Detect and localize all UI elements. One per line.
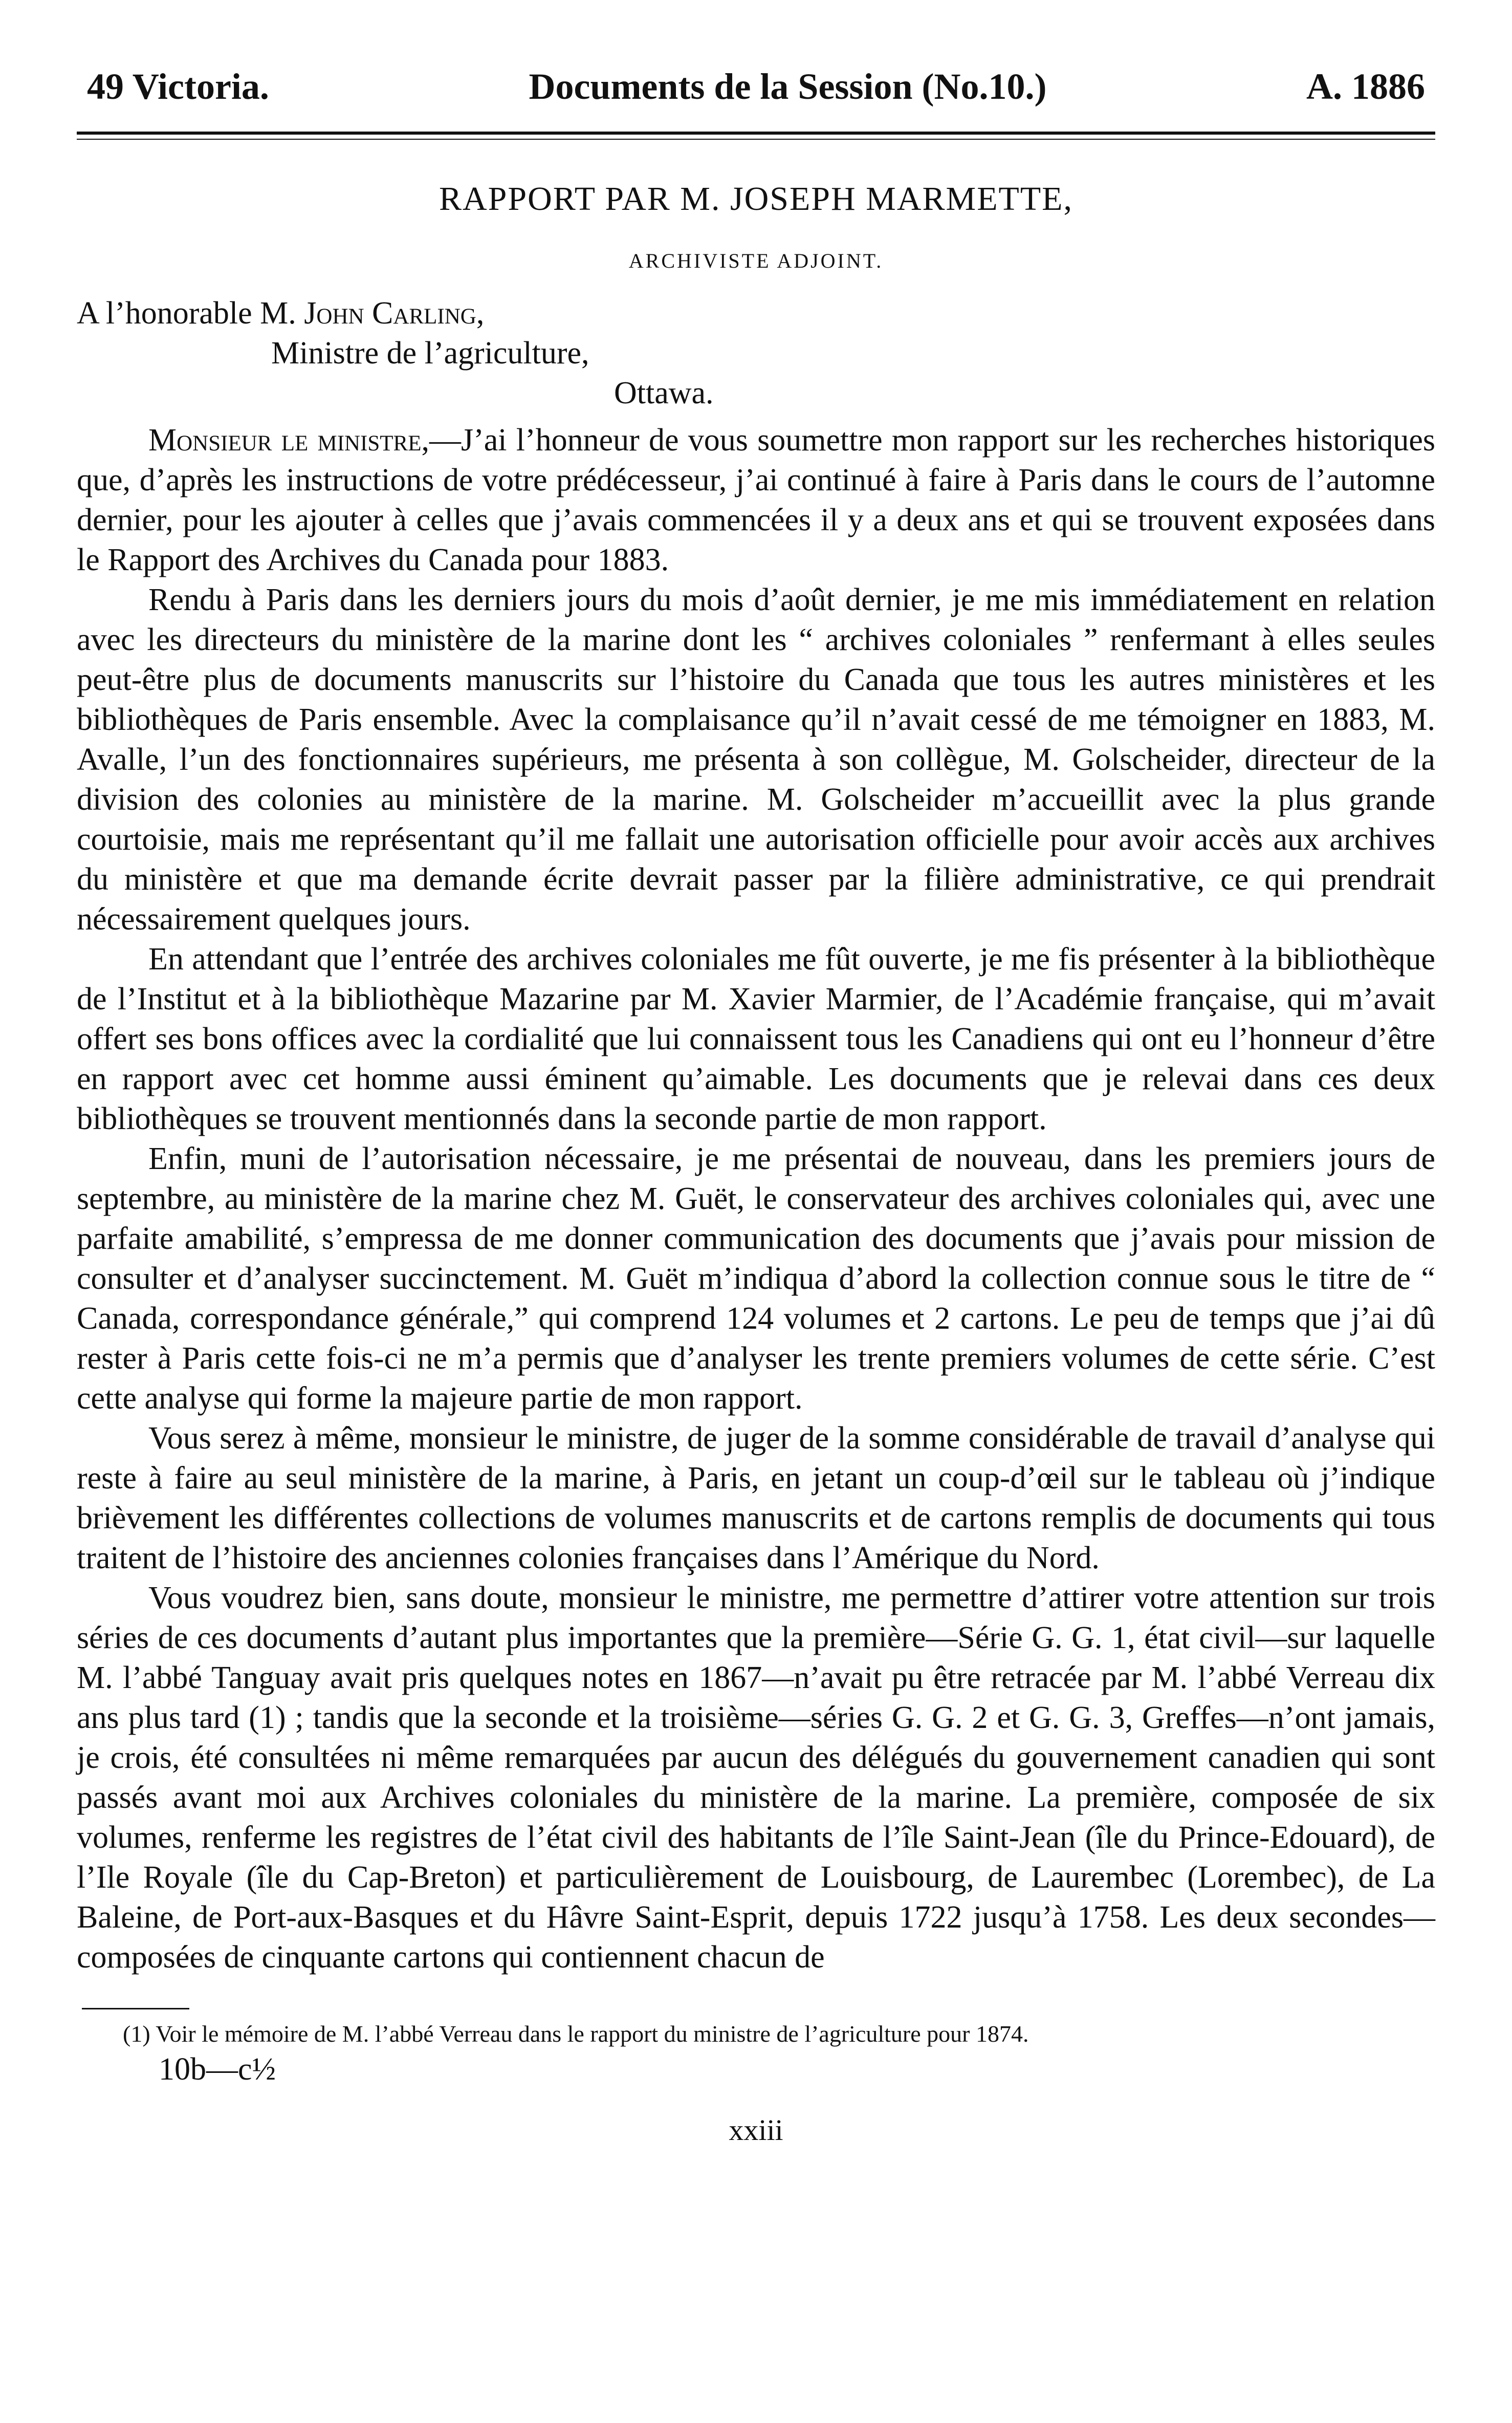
- running-header: [77, 67, 1435, 107]
- footnote: (1) Voir le mémoire de M. l’abbé Verreau dans le rapport du ministre de l’agriculture pour 1874.: [123, 2020, 1029, 2047]
- page-number: xxiii: [729, 2113, 783, 2147]
- paragraph-3: En attendant que l’entrée des archives coloniales me fût ouverte, je me fis présenter à la bibliothèque de l’Institut et à la bibliothèque Mazarine par M. Xavier Marmier, de l’Académie française, qui m’avait offert ses bons offices avec la cordialité que lui connaissent tous les Canadiens qui ont eu l’honneur d’être en rapport avec cet homme aussi éminent qu’aimable. Les documents que je relevai dans ces deux bibliothèques se trouvent mentionnés dans la seconde partie de mon rapport.: [77, 941, 1435, 1136]
- paragraph-6: Vous voudrez bien, sans doute, monsieur le ministre, me permettre d’attirer votre attention sur trois séries de ces documents d’autant plus importantes que la première—Série G. G. 1, état civil—sur laquelle M. l’abbé Tanguay avait pris quelques notes en 1867—n’avait pu être retracée par M. l’abbé Verreau dix ans plus tard (1) ; tandis que la seconde et la troisième—séries G. G. 2 et G. G. 3, Greffes—n’ont jamais, je crois, été consultées ni même remarquées par aucun des délégués du gouvernement canadien qui sont passés avant moi aux Archives coloniales du ministère de la marine. La première, composée de six volumes, renferme les registres de l’état civil des habitants de l’île Saint-Jean (île du Prince-Edouard), de l’Ile Royale (île du Cap-Breton) et particulièrement de Louisbourg, de Laurembec (Lorembec), de La Baleine, de Port-aux-Basques et du Hâvre Saint-Esprit, depuis 1722 jusqu’à 1758. Les deux secondes—composées de cinquante cartons qui contiennent chacun de: [77, 1580, 1435, 1975]
- paragraph-4: Enfin, muni de l’autorisation nécessaire, je me présentai de nouveau, dans les premiers jours de septembre, au ministère de la marine chez M. Guët, le conservateur des archives coloniales qui, avec une parfaite amabilité, s’empressa de me donner communication des documents que j’avais pour mission de consulter et d’analyser succinctement. M. Guët m’indiqua d’abord la collection connue sous le titre de “ Canada, correspondance générale,” qui comprend 124 volumes et 2 cartons. Le peu de temps que j’ai dû rester à Paris cette fois-ci ne m’a permis que d’analyser les trente premiers volumes de cette série. C’est cette analyse qui forme la majeure partie de mon rapport.: [77, 1141, 1435, 1416]
- header-rule-thick: [77, 132, 1435, 135]
- report-title: RAPPORT PAR M. JOSEPH MARMETTE,: [439, 180, 1073, 218]
- addressee-line-3: Ottawa.: [614, 375, 714, 410]
- paragraph-2: Rendu à Paris dans les derniers jours du mois d’août dernier, je me mis immédiatement en relation avec les directeurs du ministère de la marine dont les “ archives coloniales ” renfermant à elles seules peut-être plus de documents manuscrits sur l’histoire du Canada que tous les autres ministères et les bibliothèques de Paris ensemble. Avec la complaisance qu’il n’avait cessé de me témoigner en 1883, M. Avalle, l’un des fonctionnaires supérieurs, me présenta à son collègue, M. Golscheider, directeur de la division des colonies au ministère de la marine. M. Golscheider m’accueillit avec la plus grande courtoisie, mais me représentant qu’il me fallait une autorisation officielle pour avoir accès aux archives du ministère et que ma demande écrite devrait passer par la filière administrative, ce qui prendrait nécessairement quelques jours.: [77, 582, 1435, 937]
- report-subtitle: ARCHIVISTE ADJOINT.: [628, 249, 884, 272]
- addressee-prefix: A l’honorable M.: [77, 295, 304, 331]
- paragraph-1: [77, 420, 1435, 580]
- paragraph-5: Vous serez à même, monsieur le ministre, de juger de la somme considérable de travail d’analyse qui reste à faire au seul ministère de la marine, à Paris, en jetant un coup-d’œil sur le tableau où j’indique brièvement les différentes collections de volumes manuscrits et de cartons remplis de documents qui tous traitent de l’histoire des anciennes colonies françaises dans l’Amérique du Nord.: [77, 1420, 1435, 1575]
- addressee-line-2: Ministre de l’agriculture,: [271, 335, 589, 371]
- header-right: A. 1886: [1306, 66, 1425, 107]
- header-center: Documents de la Session (No.10.): [529, 66, 1047, 107]
- footnote-rule: [82, 2008, 189, 2009]
- addressee-name: John Carling,: [304, 295, 485, 331]
- addressee-line-1: [77, 293, 1435, 333]
- salutation: Monsieur le ministre,: [148, 422, 430, 458]
- addressee-block: [77, 293, 1435, 413]
- body-text: [77, 420, 1435, 1977]
- header-left: 49 Victoria.: [87, 66, 269, 107]
- header-rule-thin: [77, 139, 1435, 140]
- paragraph-1-text: —J’ai l’honneur de vous soumettre mon rapport sur les recherches historiques que, d’après les instructions de votre prédécesseur, j’ai continué à faire à Paris dans le cours de l’automne dernier, pour les ajouter à celles que j’avais commencées il y a deux ans et qui se trouvent exposées dans le Rapport des Archives du Canada pour 1883.: [77, 422, 1435, 577]
- printer-signature: 10b—c½: [159, 2051, 276, 2087]
